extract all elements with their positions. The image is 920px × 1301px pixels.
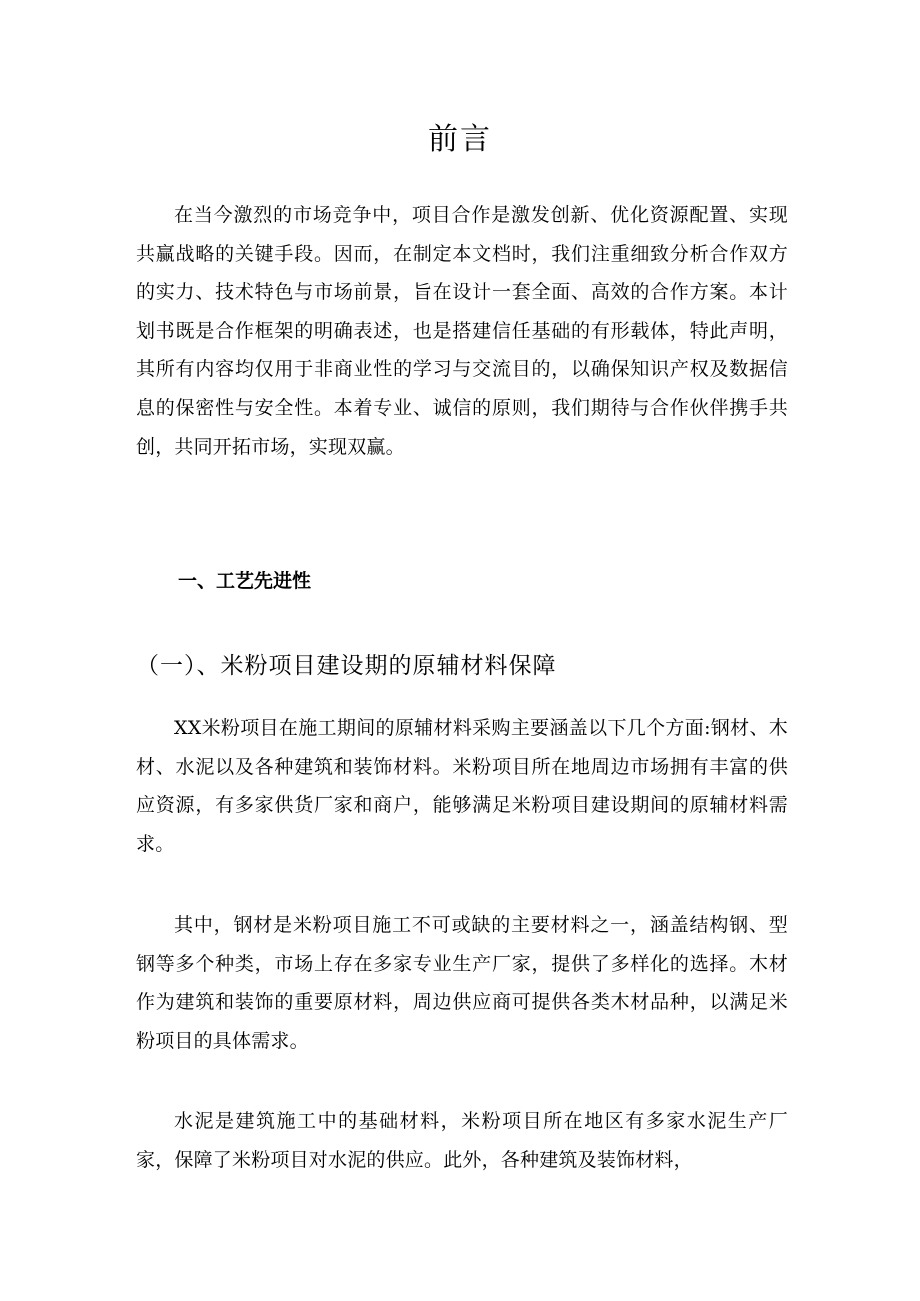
page-title: 前言 <box>428 122 492 157</box>
subsection-heading: （一）、米粉项目建设期的原辅材料保障 <box>136 653 557 679</box>
body-paragraph-3: 水泥是建筑施工中的基础材料，米粉项目所在地区有多家水泥生产厂家，保障了米粉项目对水泥的供应。此外，各种建筑及装饰材料， <box>136 1110 788 1171</box>
preface-paragraph: 在当今激烈的市场竞争中，项目合作是激发创新、优化资源配置、实现共赢战略的关键手段。因而，在制定本文档时，我们注重细致分析合作双方的实力、技术特色与市场前景，旨在设计一套全面、高效的合作方案。本计划书既是合作框架的明确表述，也是搭建信任基础的有形载体，特此声明，其所有内容均仅用于非商业性的学习与交流目的，以确保知识产权及数据信息的保密性与安全性。本着专业、诚信的原则，我们期待与合作伙伴携手共创，共同开拓市场，实现双赢。 <box>136 204 788 458</box>
body-paragraph-2: 其中，钢材是米粉项目施工不可或缺的主要材料之一，涵盖结构钢、型钢等多个种类，市场上存在多家专业生产厂家，提供了多样化的选择。木材作为建筑和装饰的重要原材料，周边供应商可提供各类木材品种，以满足米粉项目的具体需求。 <box>136 914 788 1052</box>
body-paragraph-1: XX米粉项目在施工期间的原辅材料采购主要涵盖以下几个方面:钢材、木材、水泥以及各种建筑和装饰材料。米粉项目所在地周边市场拥有丰富的供应资源，有多家供货厂家和商户，能够满足米粉项目建设期间的原辅材料需求。 <box>136 717 788 855</box>
section-heading: 一、工艺先进性 <box>178 570 312 592</box>
